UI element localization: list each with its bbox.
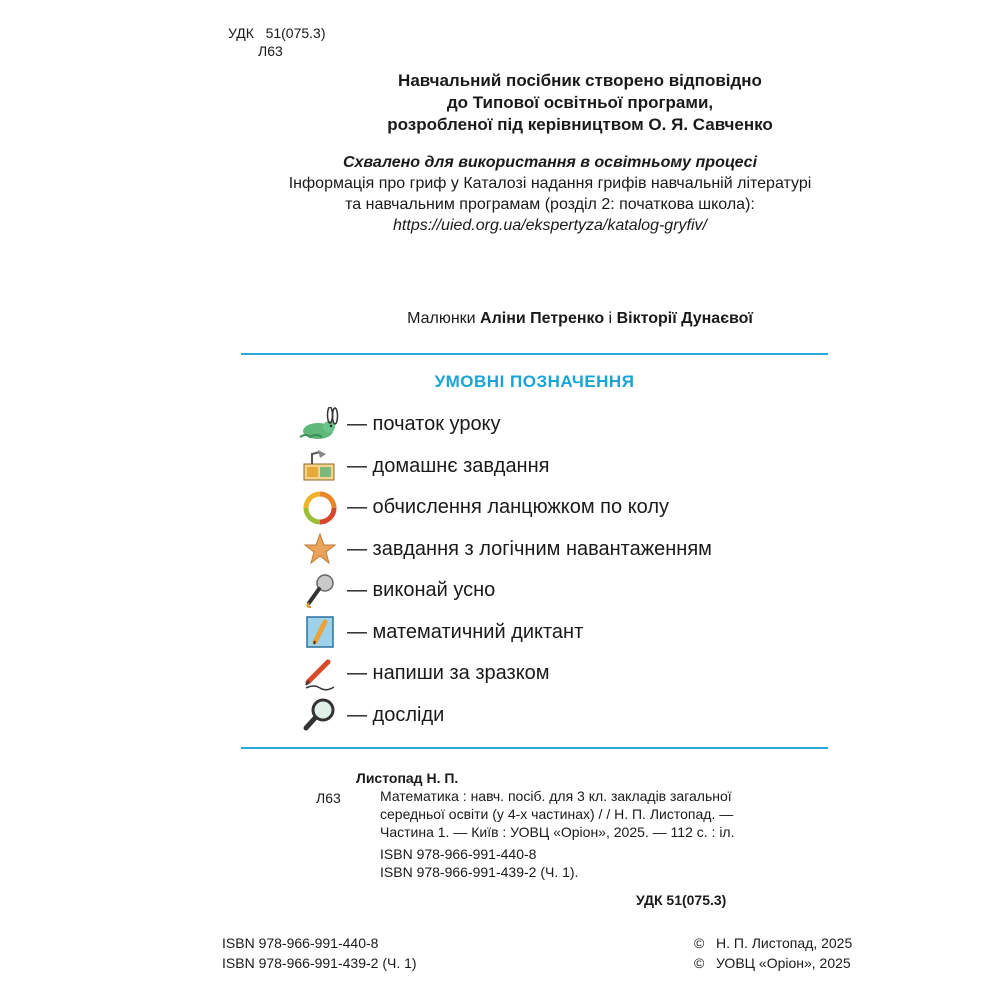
isbn-footer-1: ISBN 978-966-991-440-8	[222, 935, 379, 951]
legend-item-label: — напиши за зразком	[347, 662, 550, 685]
pencil-board-icon	[295, 612, 345, 652]
biblio-author: Листопад Н. П.	[356, 770, 459, 786]
circle-arrows-icon	[295, 488, 345, 528]
legend-item	[295, 612, 712, 654]
approval-line-3: розробленої під керівництвом О. Я. Савченко	[387, 115, 773, 134]
legend-list	[295, 404, 712, 736]
illustrator-2: Вікторії Дунаєвої	[616, 310, 753, 327]
copyright-symbol: ©	[694, 935, 705, 951]
udk-code: Л63	[258, 43, 283, 59]
copyright-block	[694, 933, 852, 973]
illustrator-1: Аліни Петренко	[480, 310, 605, 327]
bibliographic-record	[316, 769, 776, 881]
legend-item-label: — виконай усно	[347, 579, 496, 602]
udk-label: УДК 51(075.3)	[228, 25, 326, 41]
udk-header	[228, 24, 326, 59]
legend-item	[295, 404, 712, 446]
grif-info	[190, 152, 910, 236]
copyright-publisher: УОВЦ «Оріон», 2025	[716, 955, 851, 971]
approval-line-1: Навчальний посібник створено відповідно	[398, 71, 762, 90]
biblio-isbn-1: ISBN 978-966-991-440-8	[380, 846, 537, 862]
catalog-link[interactable]: https://uied.org.ua/ekspertyza/katalog-gryfiv/	[393, 217, 707, 234]
legend-item	[295, 446, 712, 488]
copyright-line	[694, 953, 852, 973]
legend-item-label: — обчислення ланцюжком по колу	[347, 496, 670, 519]
legend-item	[295, 570, 712, 612]
biblio-description: Математика : навч. посіб. для 3 кл. закладів загальної середньої освіти (у 4-х частинах) / / Н. П. Листопад. — Частина 1. — Київ : УОВЦ «Оріон», 2025. — 112 с. : іл.	[380, 788, 735, 840]
legend-item	[295, 653, 712, 695]
biblio-isbn-2: ISBN 978-966-991-439-2 (Ч. 1).	[380, 864, 579, 880]
copyright-author: Н. П. Листопад, 2025	[716, 935, 853, 951]
approved-statement: Схвалено для використання в освітньому процесі	[342, 154, 758, 171]
legend-item-label: — домашнє завдання	[347, 454, 550, 477]
legend-item-label: — початок уроку	[347, 413, 501, 436]
legend-item-label: — завдання з логічним навантаженням	[347, 537, 712, 560]
isbn-footer-2: ISBN 978-966-991-439-2 (Ч. 1)	[222, 955, 417, 971]
biblio-isbn-block	[356, 845, 776, 881]
udk-footer: УДК 51(075.3)	[636, 892, 727, 908]
legend-item-label: — математичний диктант	[347, 620, 584, 643]
legend-title: УМОВНІ ПОЗНАЧЕННЯ	[434, 372, 635, 391]
legend-item	[295, 487, 712, 529]
approval-line-2: до Типової освітньої програми,	[446, 93, 714, 112]
illustrators-prefix: Малюнки	[407, 310, 476, 327]
star-icon	[295, 529, 345, 569]
illustrators-conj: і	[608, 310, 613, 327]
rabbit-icon	[295, 405, 345, 445]
divider-bottom	[241, 747, 828, 749]
legend-item	[295, 695, 712, 737]
legend-item	[295, 529, 712, 571]
microphone-icon	[295, 571, 345, 611]
divider-top	[241, 353, 828, 355]
illustrators-credit	[240, 310, 920, 328]
lamp-book-icon	[295, 446, 345, 486]
isbn-footer	[222, 933, 417, 973]
program-approval-text	[240, 70, 920, 136]
writing-pen-icon	[295, 654, 345, 694]
magnifier-icon	[295, 695, 345, 735]
legend-item-label: — досліди	[347, 703, 445, 726]
copyright-line	[694, 933, 852, 953]
grif-info-line-1: Інформація про гриф у Каталозі надання грифів навчальній літературі	[288, 175, 812, 192]
grif-info-line-2: та навчальним програмам (розділ 2: початкова школа):	[345, 196, 755, 213]
copyright-symbol: ©	[694, 955, 705, 971]
biblio-code: Л63	[316, 790, 341, 806]
